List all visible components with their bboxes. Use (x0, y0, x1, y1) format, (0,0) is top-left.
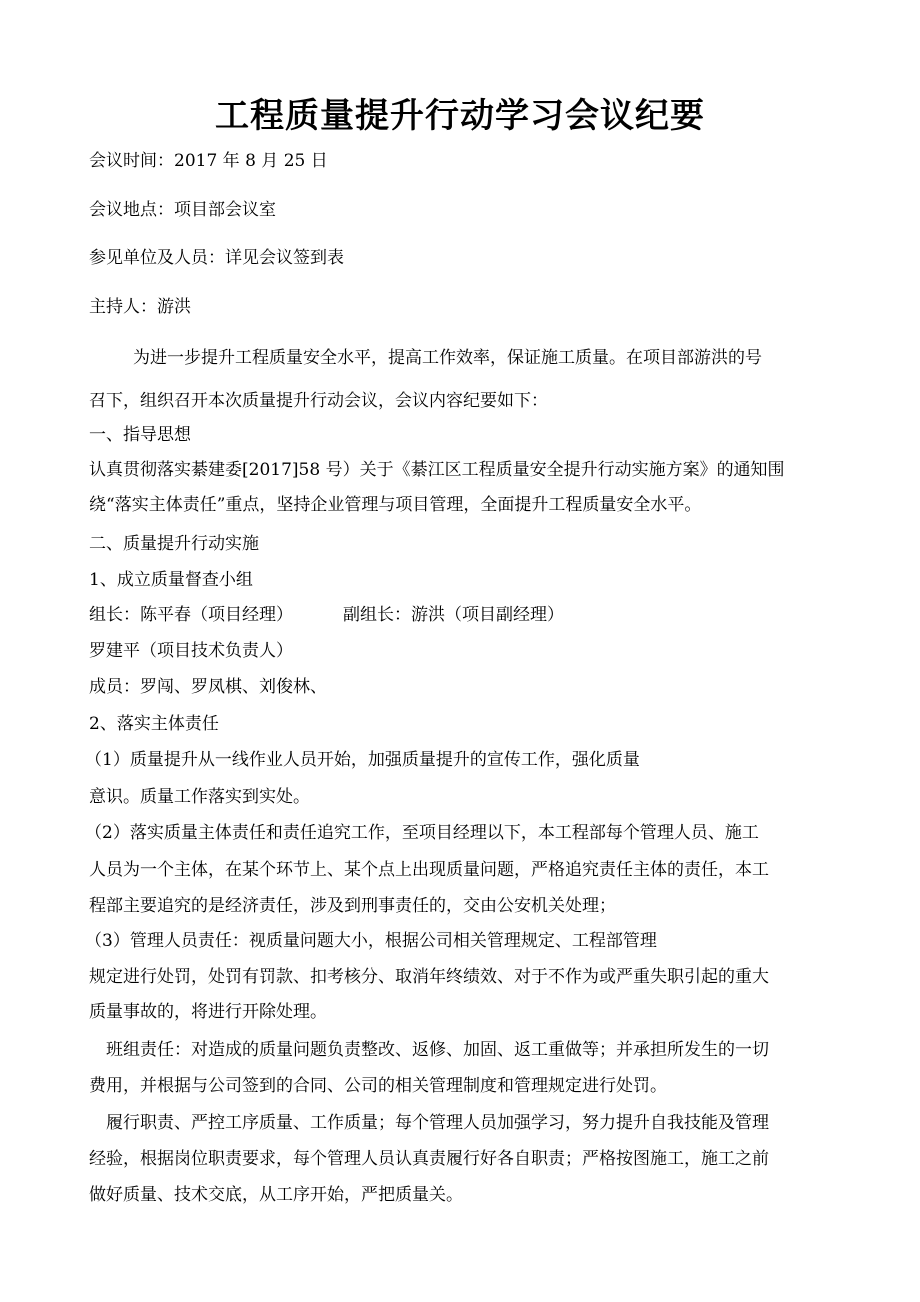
deputy-leader-text: 副组长：游洪（项目副经理） (343, 605, 564, 625)
subsection-heading: 2、落实主体责任 (89, 714, 219, 734)
intro-line: 召下，组织召开本次质量提升行动会议，会议内容纪要如下： (89, 391, 548, 411)
team-responsibility-line: 班组责任：对造成的质量问题负责整改、返修、加固、返工重做等；并承担所发生的一切 (106, 1040, 769, 1060)
meeting-time: 会议时间：2017 年 8 月 25 日 (89, 151, 328, 171)
section-heading: 一、指导思想 (89, 425, 191, 445)
meeting-host: 主持人：游洪 (89, 297, 191, 317)
members-text: 成员：罗闯、罗凤棋、刘俊林、 (89, 677, 327, 697)
duty-line: 经验，根据岗位职责要求，每个管理人员认真责履行好各自职责；严格按图施工，施工之前 (89, 1149, 769, 1169)
item-line: （2）落实质量主体责任和责任追究工作，至项目经理以下，本工程部每个管理人员、施工 (85, 823, 759, 843)
meeting-attendees: 参见单位及人员：详见会议签到表 (89, 248, 344, 268)
tech-lead-text: 罗建平（项目技术负责人） (89, 641, 293, 661)
intro-line: 为进一步提升工程质量安全水平，提高工作效率，保证施工质量。在项目部游洪的号 (133, 348, 762, 368)
section-line: 认真贯彻落实綦建委[2017]58 号）关于《綦江区工程质量安全提升行动实施方案》的通知围 (89, 460, 785, 480)
item-line: （1）质量提升从一线作业人员开始，加强质量提升的宣传工作，强化质量 (85, 750, 640, 770)
item-line: 规定进行处罚，处罚有罚款、扣考核分、取消年终绩效、对于不作为或严重失职引起的重大 (89, 967, 769, 987)
item-line: 意识。质量工作落实到实处。 (89, 787, 310, 807)
subsection-heading: 1、成立质量督查小组 (89, 570, 253, 590)
meeting-location: 会议地点：项目部会议室 (89, 200, 276, 220)
item-line: 程部主要追究的是经济责任，涉及到刑事责任的，交由公安机关处理； (89, 896, 616, 916)
team-responsibility-line: 费用，并根据与公司签到的合同、公司的相关管理制度和管理规定进行处罚。 (89, 1076, 667, 1096)
item-line: 质量事故的，将进行开除处理。 (89, 1002, 327, 1022)
section-heading: 二、质量提升行动实施 (89, 534, 259, 554)
leader-text: 组长：陈平春（项目经理） (89, 605, 293, 625)
duty-line: 做好质量、技术交底，从工序开始，严把质量关。 (89, 1185, 463, 1205)
item-line: （3）管理人员责任：视质量问题大小，根据公司相关管理规定、工程部管理 (85, 931, 657, 951)
duty-line: 履行职责、严控工序质量、工作质量；每个管理人员加强学习，努力提升自我技能及管理 (106, 1113, 769, 1133)
team-leaders (89, 604, 564, 626)
document-title: 工程质量提升行动学习会议纪要 (215, 96, 705, 136)
section-line: 绕“落实主体责任”重点，坚持企业管理与项目管理，全面提升工程质量安全水平。 (89, 495, 702, 515)
item-line: 人员为一个主体，在某个环节上、某个点上出现质量问题，严格追究责任主体的责任，本工 (89, 860, 769, 880)
